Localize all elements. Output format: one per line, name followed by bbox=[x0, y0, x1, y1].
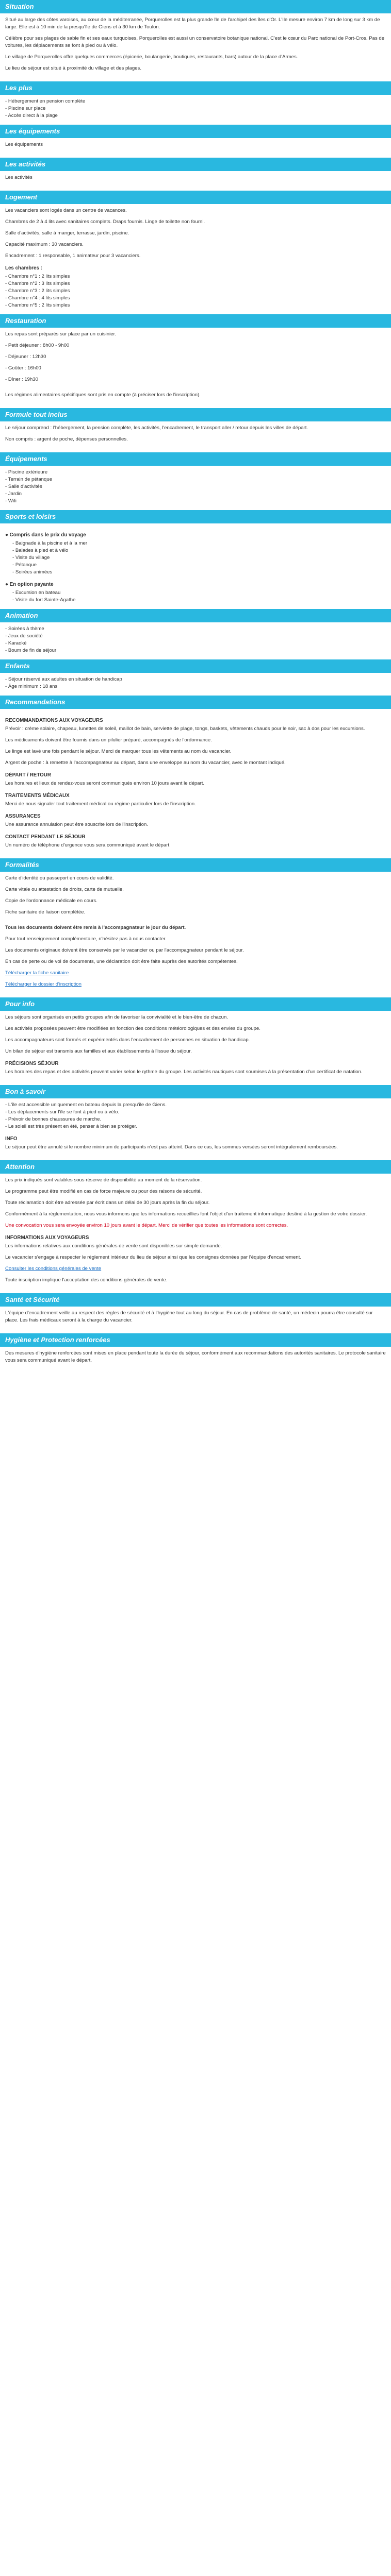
section-situation bbox=[0, 0, 391, 81]
list-item: - Chambre n°5 : 2 lits simples bbox=[5, 302, 70, 308]
logement-content bbox=[0, 204, 391, 314]
sante-heading: Santé et Sécurité bbox=[0, 1293, 391, 1307]
sports-optional-title: ● En option payante bbox=[5, 582, 54, 587]
hygiene-content bbox=[0, 1347, 391, 1374]
hygiene-text: Des mesures d'hygiène renforcées sont mises en place pendant toute la durée du séjour, conformément aux recommandations des autorités sanitaires. Le protocole sanitaire vous sera communiqué avant le départ. bbox=[5, 1350, 386, 1363]
section-formule bbox=[0, 408, 391, 452]
list-item: - Chambre n°4 : 4 lits simples bbox=[5, 295, 70, 301]
list-item: - Karaoké bbox=[5, 640, 27, 646]
section-sante bbox=[0, 1293, 391, 1333]
infos-subtitle: PRÉCISIONS SÉJOUR bbox=[5, 1061, 59, 1066]
attention-red-note: Une convocation vous sera envoyée environ 10 jours avant le départ. Merci de vérifier que toutes les informations sont correctes. bbox=[5, 1223, 288, 1228]
bonasavoir-note: Le séjour peut être annulé si le nombre minimum de participants n'est pas atteint. Dans ce cas, les sommes versées seront intégralement remboursées. bbox=[5, 1144, 338, 1150]
formalites-line: Carte d'identité ou passeport en cours de validité. bbox=[5, 875, 114, 881]
section-animation bbox=[0, 609, 391, 659]
restauration-line: - Déjeuner : 12h30 bbox=[5, 354, 46, 360]
hygiene-heading: Hygiène et Protection renforcées bbox=[0, 1333, 391, 1347]
recommandations-para-4: Argent de poche : à remettre à l'accompagnateur au départ, dans une enveloppe au nom du vacancier, avec le montant indiqué. bbox=[5, 760, 286, 766]
cgv-link[interactable]: Consulter les conditions générales de vente bbox=[5, 1266, 102, 1272]
bonasavoir-content bbox=[0, 1098, 391, 1160]
list-item: - Chambre n°2 : 3 lits simples bbox=[5, 281, 70, 286]
animation-heading: Animation bbox=[0, 609, 391, 622]
recommandations-para-1: Prévoir : crème solaire, chapeau, lunettes de soleil, maillot de bain, serviette de plage, tongs, baskets, vêtements chauds pour le soir, sac à dos pour les excursions. bbox=[5, 726, 365, 732]
equipements-text: Les équipements bbox=[5, 142, 43, 147]
formalites-heading: Formalités bbox=[0, 858, 391, 872]
sante-text: L'équipe d'encadrement veille au respect des règles de sécurité et à l'hygiène tout au long du séjour. En cas de problème de santé, un médecin pourra être consulté sur place. Les frais médicaux seront à la charge du vacancier. bbox=[5, 1310, 373, 1323]
formalites-more-2: Les documents originaux doivent être conservés par le vacancier ou par l'accompagnateur pendant le séjour. bbox=[5, 947, 244, 953]
sports-heading: Sports et loisirs bbox=[0, 510, 391, 523]
list-item: - Le soleil est très présent en été, penser à bien se protéger. bbox=[5, 1124, 137, 1129]
list-item: - Chambre n°1 : 2 lits simples bbox=[5, 274, 70, 279]
infos-para-3: Les accompagnateurs sont formés et expérimentés dans l'encadrement de personnes en situation de handicap. bbox=[5, 1037, 250, 1043]
list-item: - Terrain de pétanque bbox=[5, 477, 53, 482]
attention-subpara-2: Le vacancier s'engage à respecter le règlement intérieur du lieu de séjour ainsi que les consignes données par l'équipe d'encadrement. bbox=[5, 1255, 302, 1260]
formalites-line: Fiche sanitaire de liaison complétée. bbox=[5, 909, 86, 915]
lieu-heading: Les plus bbox=[0, 81, 391, 95]
section-restauration bbox=[0, 314, 391, 408]
recommandations-para-3: Le linge est lavé une fois pendant le séjour. Merci de marquer tous les vêtements au nom du vacancier. bbox=[5, 749, 232, 754]
equipements-content bbox=[0, 138, 391, 158]
list-item: - Chambre n°3 : 2 lits simples bbox=[5, 288, 70, 294]
rooms-title: Les chambres : bbox=[5, 265, 42, 271]
attention-footer: Toute inscription implique l'acceptation des conditions générales de vente. bbox=[5, 1277, 168, 1283]
formule-para-1: Le séjour comprend : l'hébergement, la pension complète, les activités, l'encadrement, le transport aller / retour depuis les villes de départ. bbox=[5, 425, 308, 431]
list-item: - Prévoir de bonnes chaussures de marche. bbox=[5, 1116, 102, 1122]
attention-heading: Attention bbox=[0, 1160, 391, 1174]
attention-para-2: Le programme peut être modifié en cas de force majeure ou pour des raisons de sécurité. bbox=[5, 1189, 202, 1194]
section-activites bbox=[0, 158, 391, 191]
block-heading: CONTACT PENDANT LE SÉJOUR bbox=[5, 834, 86, 840]
enfants-heading: Enfants bbox=[0, 659, 391, 673]
section-logement bbox=[0, 191, 391, 314]
download-registration-link[interactable]: Télécharger le dossier d'inscription bbox=[5, 981, 82, 987]
block-text: Les horaires et lieux de rendez-vous seront communiqués environ 10 jours avant le départ. bbox=[5, 781, 205, 786]
block-heading: TRAITEMENTS MÉDICAUX bbox=[5, 793, 70, 799]
list-item: - Baignade à la piscine et à la mer bbox=[12, 540, 88, 546]
infos-para-2: Les activités proposées peuvent être modifiées en fonction des conditions météorologiques et des envies du groupe. bbox=[5, 1026, 260, 1031]
bonasavoir-note-title: INFO bbox=[5, 1136, 18, 1142]
bonasavoir-heading: Bon à savoir bbox=[0, 1085, 391, 1098]
sante-content bbox=[0, 1307, 391, 1333]
situation-content bbox=[0, 13, 391, 81]
section-recommandations bbox=[0, 696, 391, 858]
sports-optional-label: En option payante bbox=[9, 582, 54, 587]
logement-para-2: Chambres de 2 à 4 lits avec sanitaires complets. Draps fournis. Linge de toilette non fourni. bbox=[5, 219, 205, 225]
attention-para-3: Toute réclamation doit être adressée par écrit dans un délai de 30 jours après la fin du séjour. bbox=[5, 1200, 210, 1206]
logement-para-1: Les vacanciers sont logés dans un centre de vacances. bbox=[5, 208, 127, 213]
list-item: - L'île est accessible uniquement en bateau depuis la presqu'île de Giens. bbox=[5, 1102, 167, 1108]
formalites-line: Carte vitale ou attestation de droits, carte de mutuelle. bbox=[5, 887, 124, 892]
block-heading: ASSURANCES bbox=[5, 814, 41, 819]
section-sports bbox=[0, 510, 391, 609]
restauration-line: - Goûter : 16h00 bbox=[5, 365, 41, 371]
section-hygiene bbox=[0, 1333, 391, 1374]
restauration-line: - Dîner : 19h30 bbox=[5, 377, 38, 382]
list-item: - Soirées à thème bbox=[5, 626, 44, 632]
section-lieu bbox=[0, 81, 391, 125]
animation-content bbox=[0, 622, 391, 659]
restauration-line: - Petit déjeuner : 8h00 - 9h00 bbox=[5, 343, 70, 348]
download-health-form-link[interactable]: Télécharger la fiche sanitaire bbox=[5, 970, 69, 976]
section-bonasavoir bbox=[0, 1085, 391, 1160]
list-item: - Boum de fin de séjour bbox=[5, 648, 57, 653]
recommandations-heading: Recommandations bbox=[0, 696, 391, 709]
recommandations-content bbox=[0, 709, 391, 858]
list-item: - Hébergement en pension complète bbox=[5, 98, 86, 104]
equip2-heading: Équipements bbox=[0, 452, 391, 466]
list-item: - Âge minimum : 18 ans bbox=[5, 684, 58, 689]
formalites-bold: Tous les documents doivent être remis à l'accompagnateur le jour du départ. bbox=[5, 925, 186, 930]
sports-content bbox=[0, 523, 391, 609]
recommandations-para-2: Les médicaments doivent être fournis dans un pilulier préparé, accompagnés de l'ordonnance. bbox=[5, 737, 212, 743]
section-infos bbox=[0, 997, 391, 1085]
infos-subtext: Les horaires des repas et des activités peuvent varier selon le rythme du groupe. Les activités nautiques sont soumises à la présentation d'un certificat de natation. bbox=[5, 1069, 363, 1075]
block-heading: DÉPART / RETOUR bbox=[5, 772, 51, 778]
enfants-content bbox=[0, 673, 391, 696]
sports-included-title: ● Compris dans le prix du voyage bbox=[5, 532, 86, 538]
block-text: Une assurance annulation peut être souscrite lors de l'inscription. bbox=[5, 822, 149, 827]
logement-para-3: Salle d'activités, salle à manger, terrasse, jardin, piscine. bbox=[5, 230, 129, 236]
formule-para-2: Non compris : argent de poche, dépenses personnelles. bbox=[5, 436, 128, 442]
attention-subpara-1: Les informations relatives aux conditions générales de vente sont disponibles sur simple demande. bbox=[5, 1243, 222, 1249]
situation-para-2: Célèbre pour ses plages de sable fin et ses eaux turquoises, Porquerolles est aussi un conservatoire botanique national. C'est le cœur du Parc national de Port-Cros. Pas de voitures, les déplacements se font à pied ou à vélo. bbox=[5, 36, 385, 48]
attention-content bbox=[0, 1174, 391, 1293]
list-item: - Excursion en bateau bbox=[12, 590, 61, 596]
list-item: - Les déplacements sur l'île se font à pied ou à vélo. bbox=[5, 1109, 120, 1115]
formalites-line: Copie de l'ordonnance médicale en cours. bbox=[5, 898, 97, 904]
block-text: Merci de nous signaler tout traitement médical ou régime particulier lors de l'inscription. bbox=[5, 801, 196, 807]
list-item: - Visite du village bbox=[12, 555, 50, 561]
restauration-para-1: Les repas sont préparés sur place par un cuisinier. bbox=[5, 331, 116, 337]
activites-text: Les activités bbox=[5, 175, 32, 180]
list-item: - Soirées animées bbox=[12, 569, 53, 575]
situation-para-1: Situé au large des côtes varoises, au cœur de la méditerranée, Porquerolles est la plus grande île de l'archipel des îles d'Or. L'Ile mesure environ 7 km de long sur 3 km de large. Elle est à 10 min de la presqu'île de Giens et à 30 km de Toulon. bbox=[5, 17, 380, 30]
restauration-content bbox=[0, 328, 391, 408]
list-item: - Jeux de société bbox=[5, 633, 43, 639]
infos-para-1: Les séjours sont organisés en petits groupes afin de favoriser la convivialité et le bien-être de chacun. bbox=[5, 1014, 228, 1020]
activites-heading: Les activités bbox=[0, 158, 391, 171]
infos-para-4: Un bilan de séjour est transmis aux familles et aux établissements à l'issue du séjour. bbox=[5, 1048, 192, 1054]
list-item: - Balades à pied et à vélo bbox=[12, 548, 69, 553]
situation-heading: Situation bbox=[0, 0, 391, 13]
section-attention bbox=[0, 1160, 391, 1293]
section-equip2 bbox=[0, 452, 391, 510]
infos-content bbox=[0, 1011, 391, 1085]
restauration-para-6: Les régimes alimentaires spécifiques sont pris en compte (à préciser lors de l'inscription). bbox=[5, 392, 201, 398]
equip2-content bbox=[0, 466, 391, 510]
sports-included-label: Compris dans le prix du voyage bbox=[9, 532, 86, 538]
equipements-heading: Les équipements bbox=[0, 125, 391, 138]
attention-subtitle: INFORMATIONS AUX VOYAGEURS bbox=[5, 1235, 89, 1241]
formalites-more-3: En cas de perte ou de vol de documents, une déclaration doit être faite auprès des autorités compétentes. bbox=[5, 959, 238, 964]
list-item: - Séjour réservé aux adultes en situation de handicap bbox=[5, 676, 122, 682]
list-item: - Jardin bbox=[5, 491, 22, 497]
attention-para-1: Les prix indiqués sont valables sous réserve de disponibilité au moment de la réservation. bbox=[5, 1177, 202, 1183]
list-item: - Pétanque bbox=[12, 562, 37, 568]
list-item: - Piscine extérieure bbox=[5, 469, 48, 475]
activites-content bbox=[0, 171, 391, 191]
section-equipements bbox=[0, 125, 391, 158]
list-item: - Visite du fort Sainte-Agathe bbox=[12, 597, 76, 603]
logement-para-4: Capacité maximum : 30 vacanciers. bbox=[5, 242, 84, 247]
list-item: - Piscine sur place bbox=[5, 106, 46, 111]
formalites-more-1: Pour tout renseignement complémentaire, n'hésitez pas à nous contacter. bbox=[5, 936, 167, 942]
formule-content bbox=[0, 421, 391, 452]
restauration-heading: Restauration bbox=[0, 314, 391, 328]
formalites-content bbox=[0, 872, 391, 997]
recommandations-subtitle: RECOMMANDATIONS AUX VOYAGEURS bbox=[5, 718, 103, 723]
logement-para-5: Encadrement : 1 responsable, 1 animateur pour 3 vacanciers. bbox=[5, 253, 141, 259]
formule-heading: Formule tout inclus bbox=[0, 408, 391, 421]
logement-heading: Logement bbox=[0, 191, 391, 204]
lieu-content bbox=[0, 95, 391, 125]
block-text: Un numéro de téléphone d'urgence vous sera communiqué avant le départ. bbox=[5, 842, 171, 848]
list-item: - Salle d'activités bbox=[5, 484, 42, 489]
situation-para-4: Le lieu de séjour est situé à proximité du village et des plages. bbox=[5, 65, 141, 71]
infos-heading: Pour info bbox=[0, 997, 391, 1011]
list-item: - Wifi bbox=[5, 498, 17, 504]
attention-para-4: Conformément à la réglementation, nous vous informons que les informations recueillies font l'objet d'un traitement informatique destiné à la gestion de votre dossier. bbox=[5, 1211, 367, 1217]
section-formalites bbox=[0, 858, 391, 997]
section-enfants bbox=[0, 659, 391, 696]
list-item: - Accès direct à la plage bbox=[5, 113, 58, 118]
situation-para-3: Le village de Porquerolles offre quelques commerces (épicerie, boulangerie, boutiques, restaurants, bars) autour de la place d'Armes. bbox=[5, 54, 298, 60]
